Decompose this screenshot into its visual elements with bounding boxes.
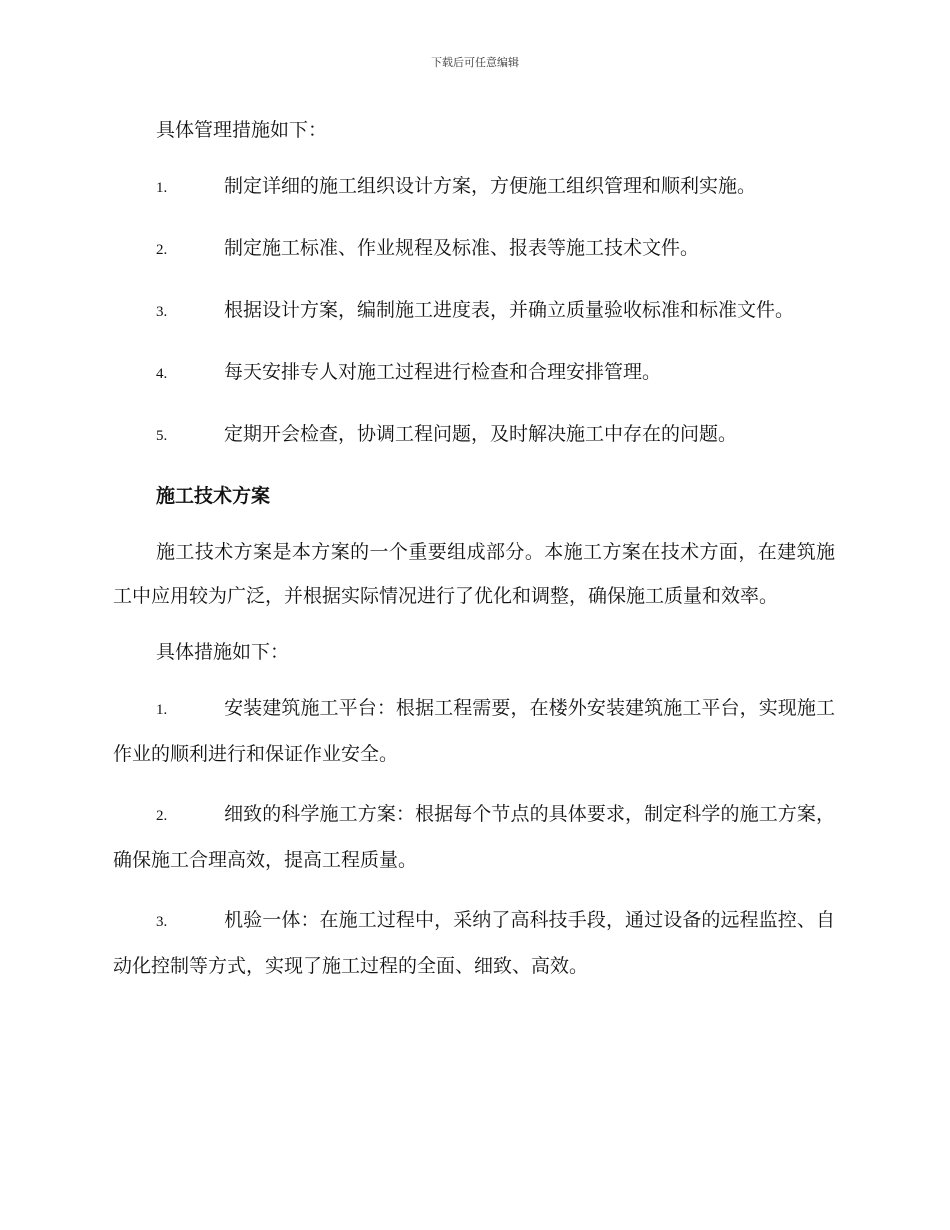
list-text: 机验一体：在施工过程中，采纳了高科技手段，通过设备的远程监控、自动化控制等方式，实现了施工过程的全面、细致、高效。 xyxy=(113,909,835,977)
section-paragraph: 施工技术方案是本方案的一个重要组成部分。本施工方案在技术方面，在建筑施工中应用较为广泛，并根据实际情况进行了优化和调整，确保施工质量和效率。 xyxy=(113,541,835,607)
list-text: 细致的科学施工方案：根据每个节点的具体要求，制定科学的施工方案，确保施工合理高效，提高工程质量。 xyxy=(113,803,835,871)
list-item xyxy=(113,350,835,396)
list-number: 3. xyxy=(156,914,168,930)
document-body xyxy=(113,108,835,1004)
management-intro: 具体管理措施如下： xyxy=(156,119,328,141)
list-item xyxy=(113,792,835,882)
list-item xyxy=(113,686,835,776)
list-item xyxy=(113,288,835,334)
list-text: 制定施工标准、作业规程及标准、报表等施工技术文件。 xyxy=(224,237,700,259)
list-number: 1. xyxy=(156,180,168,196)
list-item xyxy=(113,164,835,210)
list-text: 制定详细的施工组织设计方案，方便施工组织管理和顺利实施。 xyxy=(224,175,757,197)
list-text: 安装建筑施工平台：根据工程需要，在楼外安装建筑施工平台，实现施工作业的顺利进行和保证作业安全。 xyxy=(113,697,835,765)
list-number: 5. xyxy=(156,428,168,444)
list-number: 2. xyxy=(156,242,168,258)
list-number: 4. xyxy=(156,366,168,382)
list-number: 2. xyxy=(156,808,168,824)
list-text: 根据设计方案，编制施工进度表，并确立质量验收标准和标准文件。 xyxy=(224,299,795,321)
list-item xyxy=(113,898,835,988)
list-text: 每天安排专人对施工过程进行检查和合理安排管理。 xyxy=(224,361,662,383)
list-item xyxy=(113,226,835,272)
list-number: 1. xyxy=(156,702,168,718)
measures-intro: 具体措施如下： xyxy=(156,641,290,663)
list-number: 3. xyxy=(156,304,168,320)
page-header: 下载后可任意编辑 xyxy=(431,56,519,69)
list-text: 定期开会检查，协调工程问题，及时解决施工中存在的问题。 xyxy=(224,423,738,445)
section-heading: 施工技术方案 xyxy=(156,485,271,507)
list-item xyxy=(113,412,835,458)
